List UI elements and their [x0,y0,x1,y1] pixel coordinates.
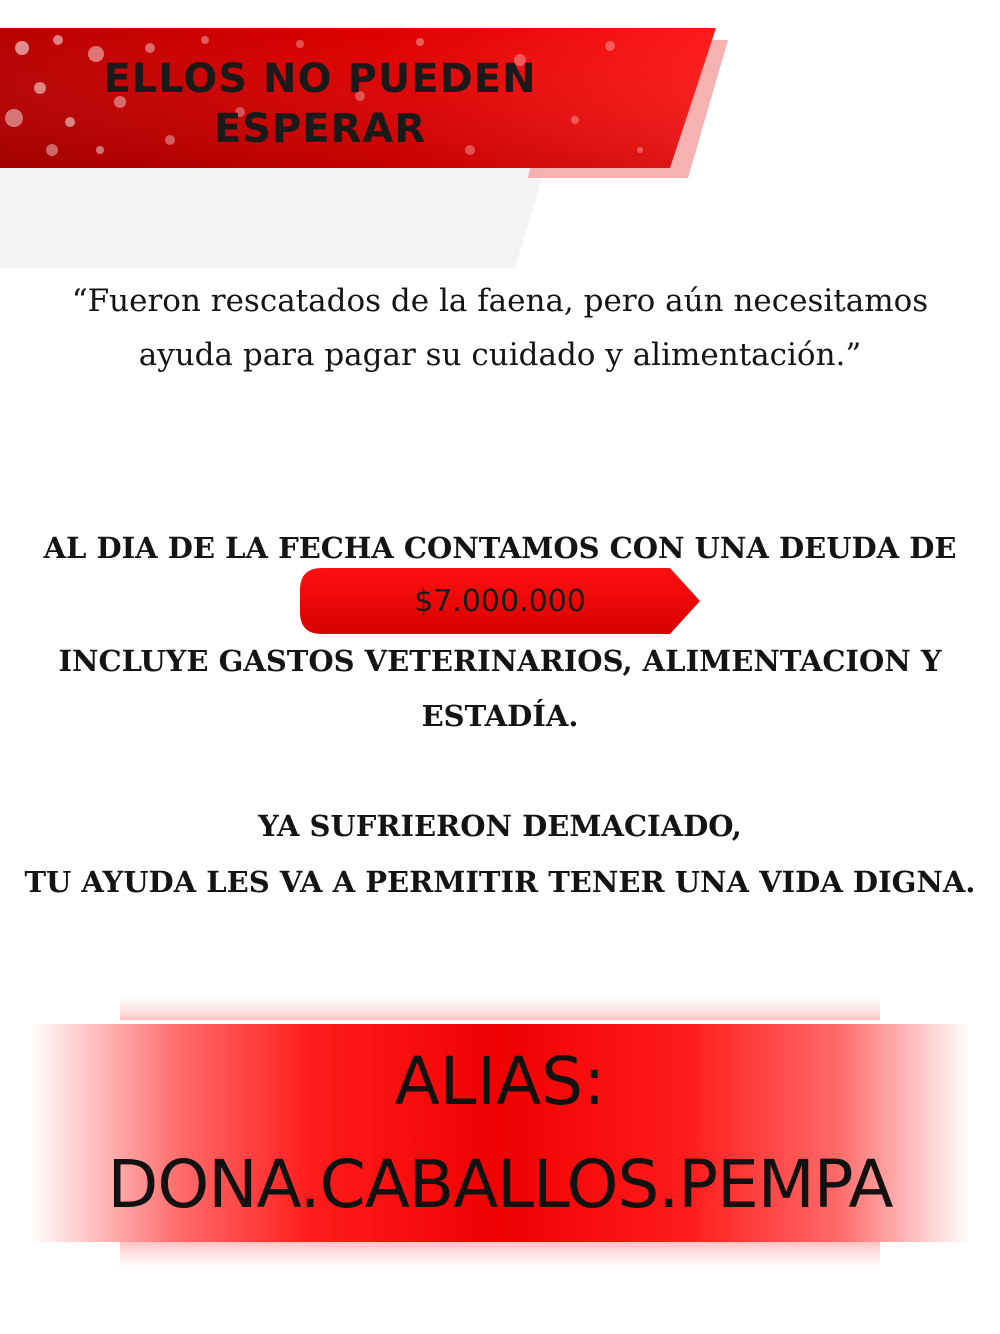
debt-heading: AL DIA DE LA FECHA CONTAMOS CON UNA DEUDA DE [43,531,957,565]
rescue-quote [0,274,1000,382]
banner-title [0,54,640,154]
donation-appeal [0,798,1000,910]
appeal-line1: YA SUFRIERON DEMACIADO, [258,809,742,843]
alias-value: DONA.CABALLOS.PEMPA [107,1146,893,1223]
debt-amount-badge [298,566,702,636]
debt-detail-line2: ESTADÍA. [421,699,579,733]
debt-detail-line1: INCLUYE GASTOS VETERINARIOS, ALIMENTACION Y [58,644,942,678]
alias-box [0,990,1000,1280]
alias-label: ALIAS: [394,1043,606,1120]
alias-box-background [0,990,1000,1280]
debt-detail [0,634,1000,744]
quote-line2: ayuda para pagar su cuidado y alimentación.” [138,337,862,373]
appeal-line2: TU AYUDA LES VA A PERMITIR TENER UNA VIDA DIGNA. [24,865,976,899]
banner-title-line1: ELLOS NO PUEDEN [103,56,537,102]
quote-line1: “Fueron rescatados de la faena, pero aún necesitamos [71,283,929,319]
header-banner [0,0,760,280]
banner-title-line2: ESPERAR [213,106,427,152]
debt-amount: $7.000.000 [414,584,586,619]
